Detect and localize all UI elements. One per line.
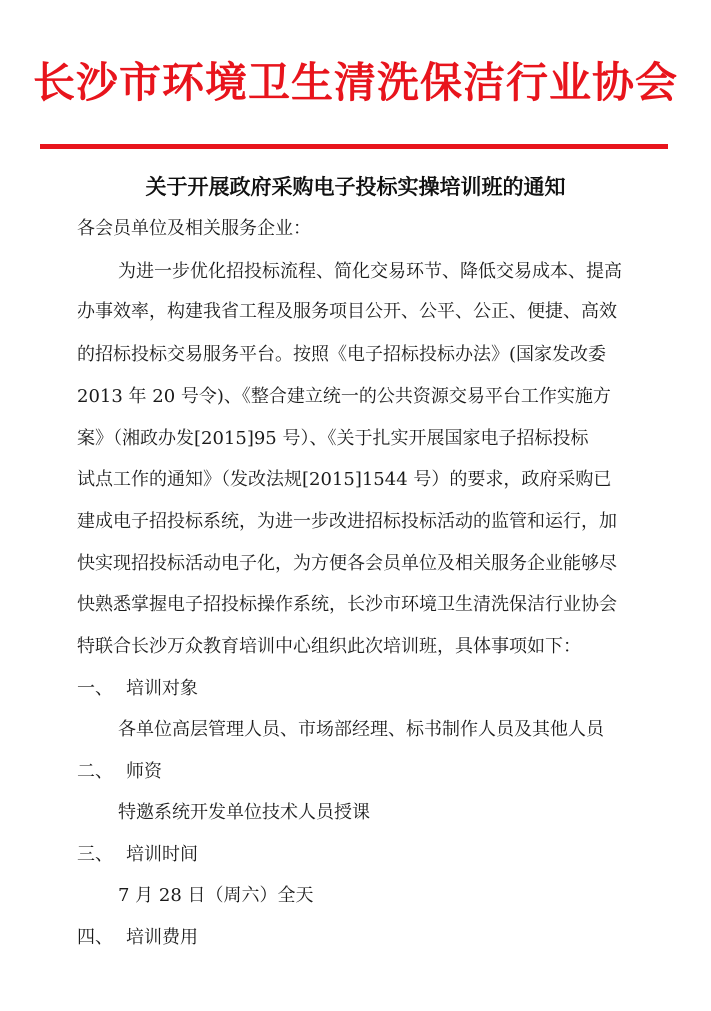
section-content: 各单位高层管理人员、市场部经理、标书制作人员及其他人员 [118, 719, 604, 740]
section-heading: 培训对象 [126, 678, 198, 699]
section-heading: 培训时间 [126, 844, 198, 865]
body-paragraph-line: 试点工作的通知》（发改法规[2015]1544 号）的要求，政府采购已 [77, 469, 612, 490]
body-paragraph-line: 案》（湘政办发[2015]95 号）、《关于扎实开展国家电子招标投标 [77, 428, 589, 449]
body-paragraph-line: 建成电子招投标系统，为进一步改进招标投标活动的监管和运行，加 [77, 511, 617, 532]
body-paragraph-line: 快实现招投标活动电子化，为方便各会员单位及相关服务企业能够尽 [77, 553, 617, 574]
letterhead-red-rule [40, 144, 668, 149]
section-heading: 培训费用 [126, 927, 198, 948]
body-paragraph-line: 为进一步优化招投标流程、简化交易环节、降低交易成本、提高 [118, 261, 622, 282]
section-heading: 师资 [126, 761, 162, 782]
body-paragraph-line: 特联合长沙万众教育培训中心组织此次培训班，具体事项如下： [77, 636, 581, 657]
body-paragraph-line: 的招标投标交易服务平台。按照《电子招标投标办法》(国家发改委 [77, 344, 607, 365]
section-number: 二、 [77, 761, 113, 782]
notice-title: 关于开展政府采购电子投标实操培训班的通知 [145, 174, 566, 199]
section-number: 三、 [77, 844, 113, 865]
letterhead-org-name: 长沙市环境卫生清洗保洁行业协会 [32, 58, 678, 107]
section-content: 特邀系统开发单位技术人员授课 [118, 802, 370, 823]
section-content: 7 月 28 日（周六）全天 [118, 885, 314, 906]
body-paragraph-line: 办事效率，构建我省工程及服务项目公开、公平、公正、便捷、高效 [77, 301, 617, 322]
notice-salutation: 各会员单位及相关服务企业： [77, 218, 311, 239]
section-number: 四、 [77, 927, 113, 948]
section-number: 一、 [77, 678, 113, 699]
body-paragraph-line: 快熟悉掌握电子招投标操作系统，长沙市环境卫生清洗保洁行业协会 [77, 594, 617, 615]
body-paragraph-line: 2013 年 20 号令)、《整合建立统一的公共资源交易平台工作实施方 [77, 386, 611, 407]
